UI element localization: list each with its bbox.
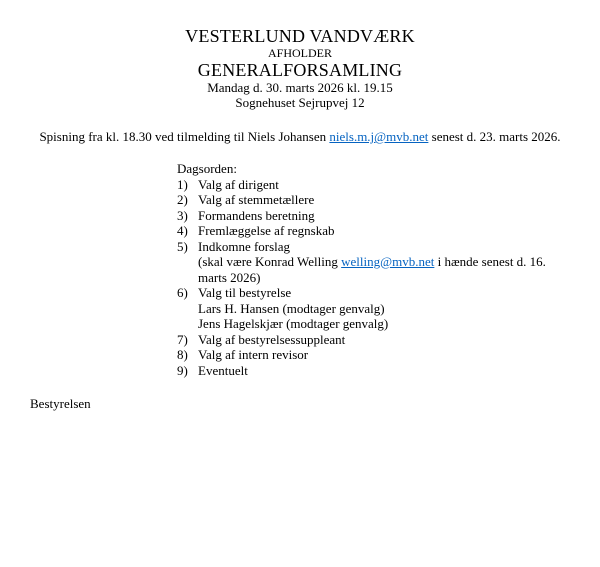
agenda-title: Dagsorden:: [177, 161, 237, 176]
agenda-item-text: Valg af stemmetællere: [198, 192, 315, 207]
agenda-item-text: Indkomne forslag: [198, 238, 291, 254]
meeting-title: GENERALFORSAMLING: [197, 60, 403, 80]
agenda-item-number: 6): [177, 285, 188, 300]
meeting-date: Mandag d. 30. marts 2026 kl. 19.15: [207, 80, 393, 95]
agenda-item-text: Valg af intern revisor: [198, 347, 309, 362]
agenda-item: [177, 363, 577, 379]
candidate: Lars H. Hansen (modtager genvalg): [198, 300, 385, 316]
agenda-item-number: 5): [177, 238, 188, 254]
agenda-item-text: Valg af bestyrelsessuppleant: [198, 331, 346, 347]
agenda-item: [177, 239, 577, 286]
agenda-item: [177, 285, 577, 332]
agenda-item-number: 8): [177, 347, 188, 362]
agenda-item-text: Valg af dirigent: [198, 176, 279, 192]
agenda-item: [177, 208, 577, 224]
agenda-item: [177, 177, 577, 193]
proposal-note: [198, 254, 577, 285]
dinner-text-suffix: senest d. 23. marts 2026.: [428, 129, 561, 144]
proposal-note-suffix: i hænde senest d. 16. marts 2026): [198, 254, 546, 285]
agenda-item-text: Formandens beretning: [198, 207, 315, 223]
agenda-item-number: 7): [177, 331, 188, 347]
agenda-item: [177, 223, 577, 239]
agenda-item: [177, 192, 577, 208]
signature: Bestyrelsen: [30, 396, 91, 411]
agenda-item: [177, 332, 577, 348]
candidate: Jens Hagelskjær (modtager genvalg): [198, 316, 389, 331]
agenda-item: [177, 347, 577, 363]
agenda-item-text: Eventuelt: [198, 362, 248, 378]
agenda-item-number: 1): [177, 176, 188, 192]
proposal-email-link[interactable]: welling@mvb.net: [341, 254, 435, 269]
agenda-item-text: Valg til bestyrelse: [198, 285, 292, 300]
dinner-email-link[interactable]: niels.m.j@mvb.net: [329, 129, 429, 144]
meeting-venue: Sognehuset Sejrupvej 12: [235, 95, 365, 110]
notice-header: [0, 26, 600, 110]
dinner-text-prefix: Spisning fra kl. 18.30 ved tilmelding til Niels Johansen: [39, 129, 330, 144]
agenda-item-number: 3): [177, 207, 188, 223]
proposal-note-prefix: (skal være Konrad Welling: [198, 254, 342, 269]
agenda-item-text: Fremlæggelse af regnskab: [198, 223, 335, 238]
dinner-info: [0, 129, 600, 144]
holds-label: AFHOLDER: [267, 46, 332, 60]
agenda-item-number: 9): [177, 362, 188, 378]
agenda-item-number: 4): [177, 223, 188, 238]
agenda-item-number: 2): [177, 192, 188, 207]
organization-name: VESTERLUND VANDVÆRK: [185, 26, 415, 46]
agenda: [177, 161, 577, 378]
